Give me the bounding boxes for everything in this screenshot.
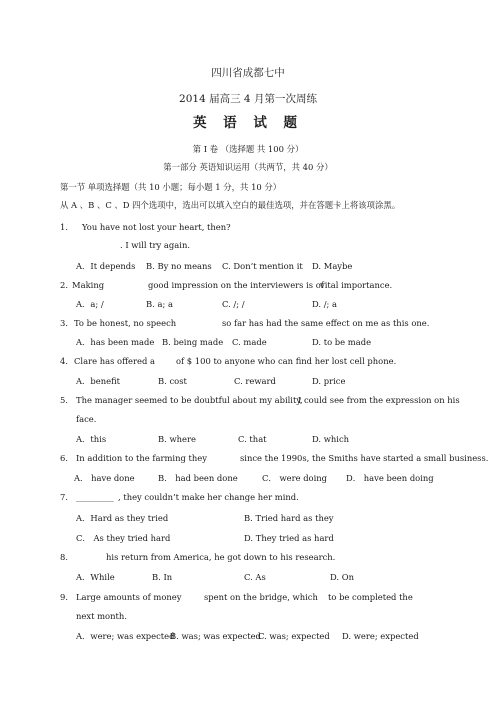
option-a: A．has been made <box>76 337 155 347</box>
option-b: B． had been done <box>158 473 238 483</box>
question-stem-part3: to be completed the <box>328 592 413 602</box>
option-b: B. By no means <box>146 261 212 271</box>
question-stem-part1: Making <box>72 280 105 290</box>
option-d: D. They tried as hard <box>244 533 334 543</box>
question-stem-part3: vital importance. <box>320 280 393 290</box>
question-number: 6． <box>60 453 74 463</box>
option-c: C. reward <box>234 376 276 386</box>
option-a: A．benefit <box>76 376 121 386</box>
option-b: B. was; was expected <box>170 631 261 641</box>
question-stem-line2: face. <box>76 414 97 424</box>
option-a: A．this <box>76 434 107 444</box>
question-stem-part2: , they couldn’t make her change her mind. <box>118 492 299 502</box>
option-c: C. that <box>238 434 267 444</box>
option-c: C． were doing <box>262 473 328 483</box>
volume-title: 第 I 卷 （选择题 共 100 分） <box>192 144 304 154</box>
exam-title: 2014 届高三 4 月第一次周练 <box>179 93 317 105</box>
option-a: A．While <box>76 572 115 582</box>
option-b: B. cost <box>158 376 187 386</box>
instructions: 从 A 、B 、C 、D 四个选项中，选出可以填入空白的最佳选项，并在答题卡上将该项涂黑。 <box>60 200 401 210</box>
question-stem-part2: spent on the bridge, which <box>204 592 318 602</box>
option-b: B. being made <box>162 337 224 347</box>
question-number: 4． <box>60 356 74 366</box>
question-stem-part2: his return from America, he got down to his research. <box>106 552 336 562</box>
question-number: 1． <box>60 222 74 232</box>
option-a: A． have done <box>74 473 135 483</box>
option-c: C. /; / <box>222 299 245 309</box>
option-d: D. price <box>312 376 346 386</box>
question-stem-part1: In addition to the farming they <box>76 453 207 463</box>
option-a: A．a; / <box>76 299 104 309</box>
question-stem: You have not lost your heart, then? <box>82 222 231 232</box>
question-stem-part2: good impression on the interviewers is of <box>148 280 324 290</box>
subject-title: 英 语 试 题 <box>192 115 304 131</box>
question-stem-part1: The manager seemed to be doubtful about my ability, <box>76 395 303 405</box>
option-a: A．Hard as they tried <box>76 513 169 523</box>
option-d: D． have been doing <box>346 473 434 483</box>
option-d: D. to be made <box>312 337 372 347</box>
option-d: D. /; a <box>312 299 338 309</box>
question-number: 2． <box>60 280 74 290</box>
option-b: B. Tried hard as they <box>244 513 334 523</box>
option-a: A．were; was expected <box>76 631 175 641</box>
option-c: C． As they tried hard <box>76 533 171 543</box>
option-b: B. In <box>152 572 173 582</box>
option-a: A．It depends <box>76 261 136 271</box>
question-stem-part2: I could see from the expression on his <box>298 395 460 405</box>
question-stem-part1: Clare has offered a <box>74 356 155 366</box>
question-number: 3． <box>60 318 74 328</box>
option-d: D. which <box>312 434 350 444</box>
question-stem-part2: of $ 100 to anyone who can find her lost cell phone. <box>176 356 397 366</box>
question-stem-line2: next month. <box>76 611 127 621</box>
option-c: C. was; expected <box>258 631 330 641</box>
question-stem-part1: Large amounts of money <box>76 592 182 602</box>
option-d: D. Maybe <box>312 261 353 271</box>
question-stem-part2: since the 1990s, the Smiths have started a small business. <box>240 453 489 463</box>
option-d: D. On <box>330 572 354 582</box>
section-title: 第一节 单项选择题（共 10 小题；每小题 1 分，共 10 分） <box>60 182 282 192</box>
option-b: B. where <box>158 434 196 444</box>
option-c: C. made <box>232 337 267 347</box>
question-number: 9． <box>60 592 74 602</box>
question-stem-part1: To be honest, no speech <box>74 318 177 328</box>
option-c: C. Don’t mention it <box>222 261 303 271</box>
answer-blank: _________ <box>76 492 114 502</box>
option-b: B. a; a <box>146 299 173 309</box>
question-number: 8． <box>60 552 74 562</box>
school-name: 四川省成都七中 <box>211 67 285 79</box>
option-d: D. were; expected <box>342 631 419 641</box>
question-number: 5． <box>60 395 74 405</box>
question-stem-line2: . I will try again. <box>120 240 191 250</box>
option-c: C. As <box>244 572 266 582</box>
question-number: 7． <box>60 492 74 502</box>
question-stem-part2: so far has had the same effect on me as this one. <box>222 318 430 328</box>
part-title: 第一部分 英语知识运用（共两节，共 40 分） <box>163 162 333 172</box>
